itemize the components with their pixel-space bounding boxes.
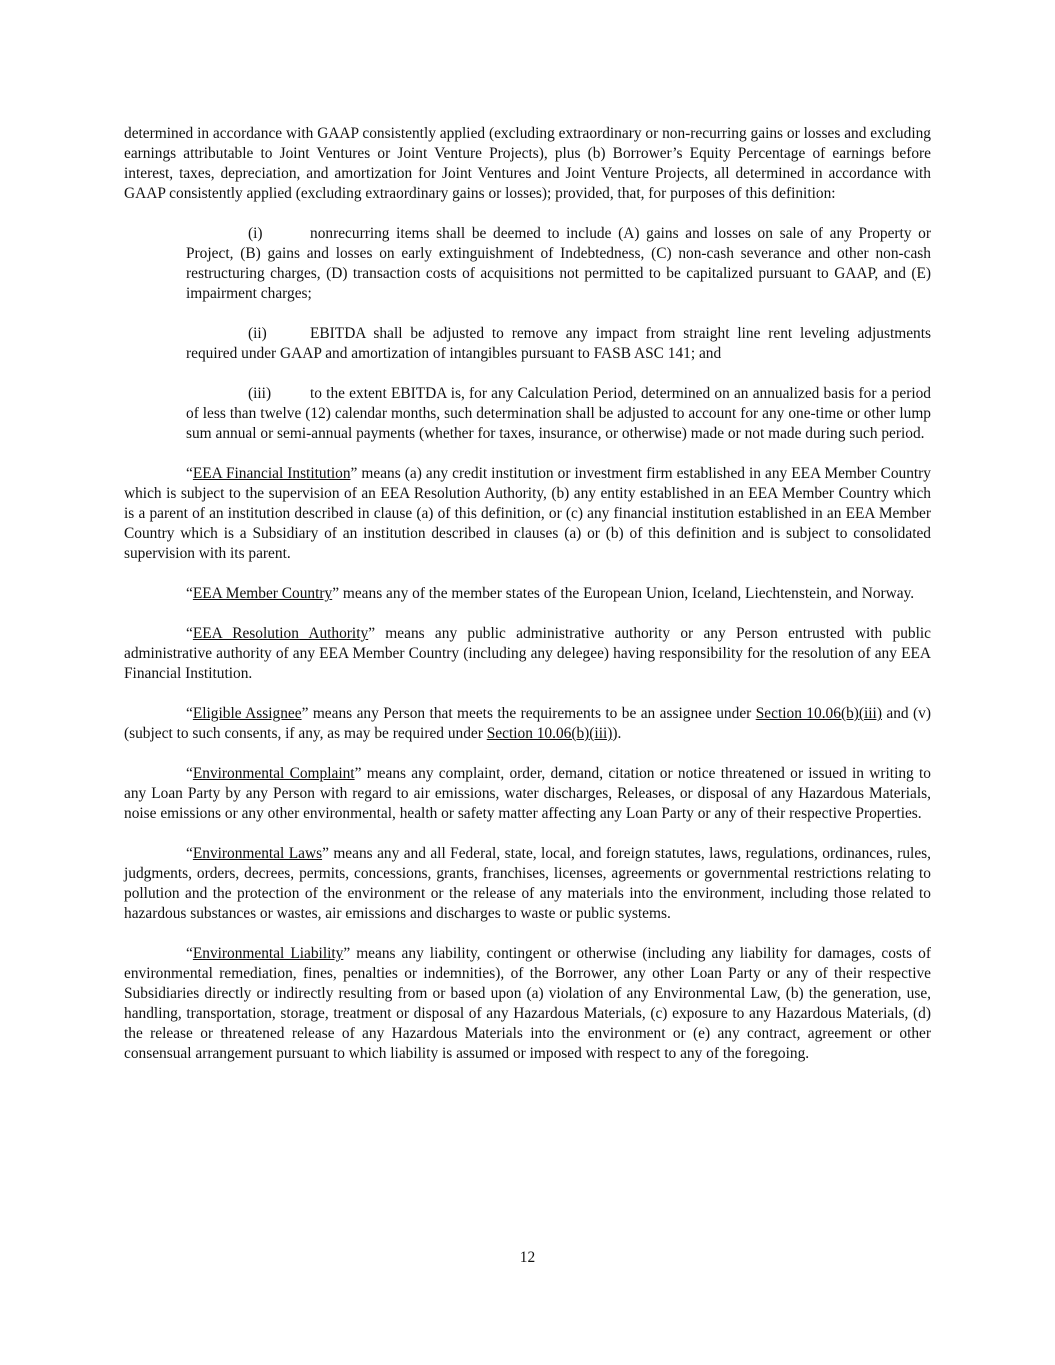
clause-text: EBITDA shall be adjusted to remove any impact from straight line rent leveling adjustments required under GAAP and amortization of intangibles pursuant to FASB ASC 141; and [186,325,931,362]
defined-term: Environmental Complaint [192,765,355,782]
open-quote: “ [186,845,193,862]
open-quote: “ [186,585,193,602]
definition-text: and (v) (subject to such consents, if any, as may be required under [124,705,931,742]
open-quote: “ [186,705,193,722]
definition-text: ” means any public administrative authority or any Person entrusted with public administrative authority of any EEA Member Country (including any delegee) having responsibility for the resolution of any EEA Financial Institution. [124,625,931,682]
definition-text: ” means any of the member states of the European Union, Iceland, Liechtenstein, and Norway. [332,585,915,602]
intro-text: determined in accordance with GAAP consistently applied (excluding extraordinary or non-recurring gains or losses and excluding earnings attributable to Joint Ventures or Joint Venture Projects), plus (b) Borrower’s Equity Percentage of earnings before interest, taxes, depreciation, and amortization for Joint Ventures and Joint Venture Projects, all determined in accordance with GAAP consistently applied (excluding extraordinary gains or losses); provided, that, for purposes of this definition: [124,125,931,202]
defined-term: EEA Financial Institution [192,465,351,482]
section-reference: Section 10.06(b)(iii) [755,705,882,722]
definition-text: ” means any liability, contingent or otherwise (including any liability for damages, costs of environmental remediation, fines, penalties or indemnities), of the Borrower, any other Loan Party or any of their respective Subsidiaries directly or indirectly resulting from or based upon (a) violation of any Environmental Law, (b) the generation, use, handling, transportation, storage, treatment or disposal of any Hazardous Materials, (c) exposure to any Hazardous Materials, (d) the release or threatened release of any Hazardous Materials into the environment or (e) any contract, agreement or other consensual arrangement pursuant to which liability is assumed or imposed with respect to any of the foregoing. [124,945,931,1062]
defined-term: Environmental Laws [192,845,323,862]
definition-eea-resolution-authority [124,624,931,684]
clause-ii [186,324,931,364]
open-quote: “ [186,625,193,642]
definition-environmental-liability [124,944,931,1064]
definition-text: ” means any complaint, order, demand, citation or notice threatened or issued in writing to any Loan Party by any Person with regard to air emissions, water discharges, Releases, or disposal of any Hazardous Materials, noise emissions or any other environmental, health or safety matter affecting any Loan Party or any of their respective Properties. [124,765,931,822]
definition-text: ” means any and all Federal, state, local, and foreign statutes, laws, regulations, ordinances, rules, judgments, orders, decrees, permits, concessions, grants, franchises, licenses, agreements or governmental restrictions relating to pollution and the protection of the environment or the release of any materials into the environment, including those related to hazardous substances or wastes, air emissions and discharges to waste or public systems. [124,845,931,922]
definition-environmental-complaint [124,764,931,824]
definition-eea-member-country [124,584,931,604]
defined-term: Environmental Liability [192,945,344,962]
open-quote: “ [186,465,193,482]
document-page [124,124,931,1084]
definition-eea-financial-institution [124,464,931,564]
section-reference: Section 10.06(b)(iii) [486,725,613,742]
defined-term: EEA Resolution Authority [192,625,369,642]
clause-number: (i) [248,225,263,242]
definition-text: ” means any Person that meets the requirements to be an assignee under [301,705,756,722]
clause-text: to the extent EBITDA is, for any Calculation Period, determined on an annualized basis for a period of less than twelve (12) calendar months, such determination shall be adjusted to account for any one-time or other lump sum annual or semi-annual payments (whether for taxes, insurance, or otherwise) made or not made during such period. [186,385,931,442]
clause-text: nonrecurring items shall be deemed to include (A) gains and losses on sale of any Property or Project, (B) gains and losses on early extinguishment of Indebtedness, (C) non-cash severance and other non-cash restructuring charges, (D) transaction costs of acquisitions not permitted to be capitalized pursuant to GAAP, and (E) impairment charges; [186,225,931,302]
clause-i [186,224,931,304]
open-quote: “ [186,945,193,962]
clause-number: (ii) [248,325,267,342]
defined-term: Eligible Assignee [192,705,302,722]
page-number: 12 [519,1249,536,1266]
defined-term: EEA Member Country [192,585,333,602]
open-quote: “ [186,765,193,782]
definition-text: ” means (a) any credit institution or investment firm established in any EEA Member Country which is subject to the supervision of an EEA Resolution Authority, (b) any entity established in an EEA Member Country which is a parent of an institution described in clause (a) of this definition, or (c) any financial institution established in an EEA Member Country which is a Subsidiary of an institution described in clauses (a) or (b) of this definition and is subject to consolidated supervision with its parent. [124,465,931,562]
clause-number: (iii) [248,385,272,402]
definition-text: ). [612,725,622,742]
definition-eligible-assignee [124,704,931,744]
clause-iii [186,384,931,444]
intro-paragraph [124,124,931,204]
definition-environmental-laws [124,844,931,924]
